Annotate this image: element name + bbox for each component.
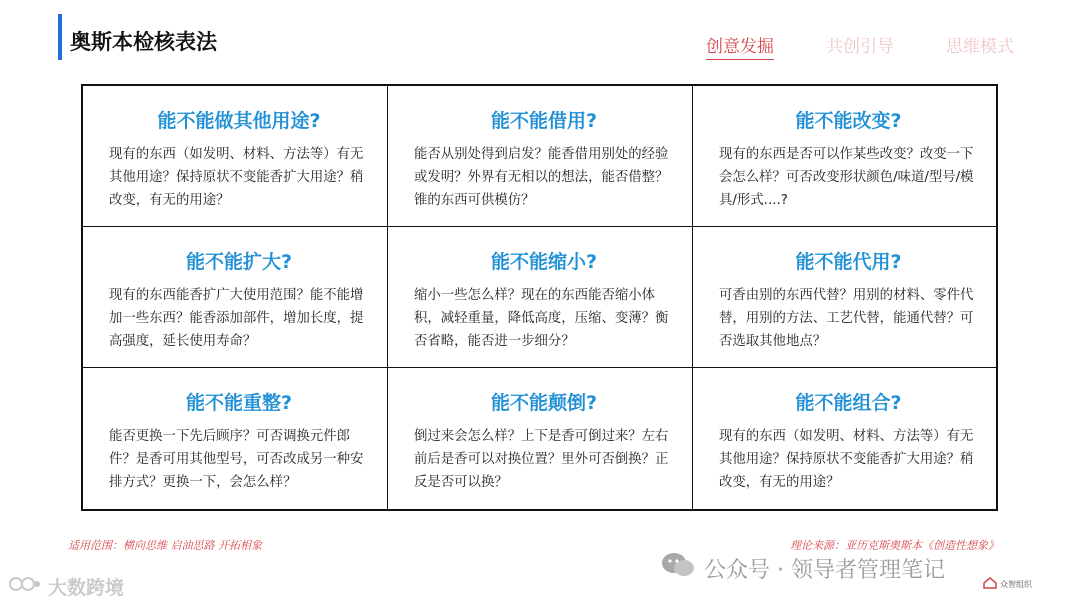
cell-title: 能不能代用? [795,251,902,273]
cell-body: 缩小一些怎么样？现在的东西能否缩小体积，减轻重量，降低高度，压缩、变薄？衡否省略，能否进一步细分？ [414,288,669,349]
checklist-cell [693,368,996,509]
cell-title: 能不能组合? [795,392,902,414]
checklist-grid [81,84,998,511]
checklist-cell [83,86,388,227]
wechat-icon [660,551,696,585]
brand-logo [983,577,1032,591]
cell-title: 能不能颠倒? [490,392,598,414]
cell-body: 倒过来会怎么样？上下是香可倒过来？左右前后是香可以对换位置？里外可否倒换？正反是否可以换？ [414,429,669,490]
cell-body: 能否更换一下先后顾序？可否调换元件郎件？是香可用其他型号，可否改成另一种安排方式？更换一下，会怎么样？ [109,429,364,490]
checklist-cell [388,368,693,509]
cell-body: 能否从别处得到启发？能香借用别处的经验或发明？外界有无相以的想法，能否借整？锥的东西可供模仿？ [414,147,669,208]
cell-title: 能不能缩小? [490,251,598,273]
checklist-cell [83,227,388,368]
cell-body: 现有的东西是否可以作某些改变？改变一下会怎么样？可否改变形状颜色/味道/型号/模具/形式....? [719,147,974,208]
watermark-right-text: 公众号 · 领导者管理笔记 [704,557,945,583]
checklist-cell [693,86,996,227]
nav-tab-thinking-mode[interactable]: 思维模式 [946,37,1014,57]
cell-title: 能不能做其他用途? [157,110,321,132]
title-accent-bar [58,14,62,60]
nav-tab-creative-discovery[interactable]: 创意发掘 [706,32,774,60]
watermark-logo-icon [8,574,42,599]
cell-body: 现有的东西（如发明、材料、方法等）有无其他用途？保持原状不变能香扩大用途？稍改变，有无的用途？ [109,147,364,208]
house-logo-icon [983,577,997,591]
cell-body: 可香由别的东西代替？用别的材料、零件代替，用别的方法、工艺代替，能通代替？可否选取其他地点？ [719,288,974,349]
cell-title: 能不能扩大? [185,251,293,273]
cell-body: 现有的东西（如发明、材料、方法等）有无其他用途？保持原状不变能香扩大用途？稍改变，有无的用途？ [719,429,974,490]
cell-title: 能不能改变? [795,110,902,132]
footer-source-note: 理论来源：亚历克斯奥斯本《创造性想象》 [790,539,999,552]
brand-logo-text: 众智组织 [1000,579,1032,589]
checklist-cell [388,86,693,227]
checklist-cell [388,227,693,368]
watermark-left [8,573,124,600]
cell-title: 能不能借用? [490,110,598,132]
checklist-cell [693,227,996,368]
footer-scope-note: 适用范围：横向思维 启油思路 开拓相象 [68,539,262,552]
page-title: 奥斯本检核表法 [70,30,217,54]
nav-tab-co-creation[interactable]: 共创引导 [826,37,894,57]
watermark-right [660,551,945,585]
watermark-left-text: 大数跨境 [48,577,125,599]
checklist-cell [83,368,388,509]
cell-body: 现有的东西能香扩广大使用范围？能不能增加一些东西？能香添加部件，增加长度，提高强度，延长使用寿命？ [109,288,364,349]
cell-title: 能不能重整? [185,392,293,414]
